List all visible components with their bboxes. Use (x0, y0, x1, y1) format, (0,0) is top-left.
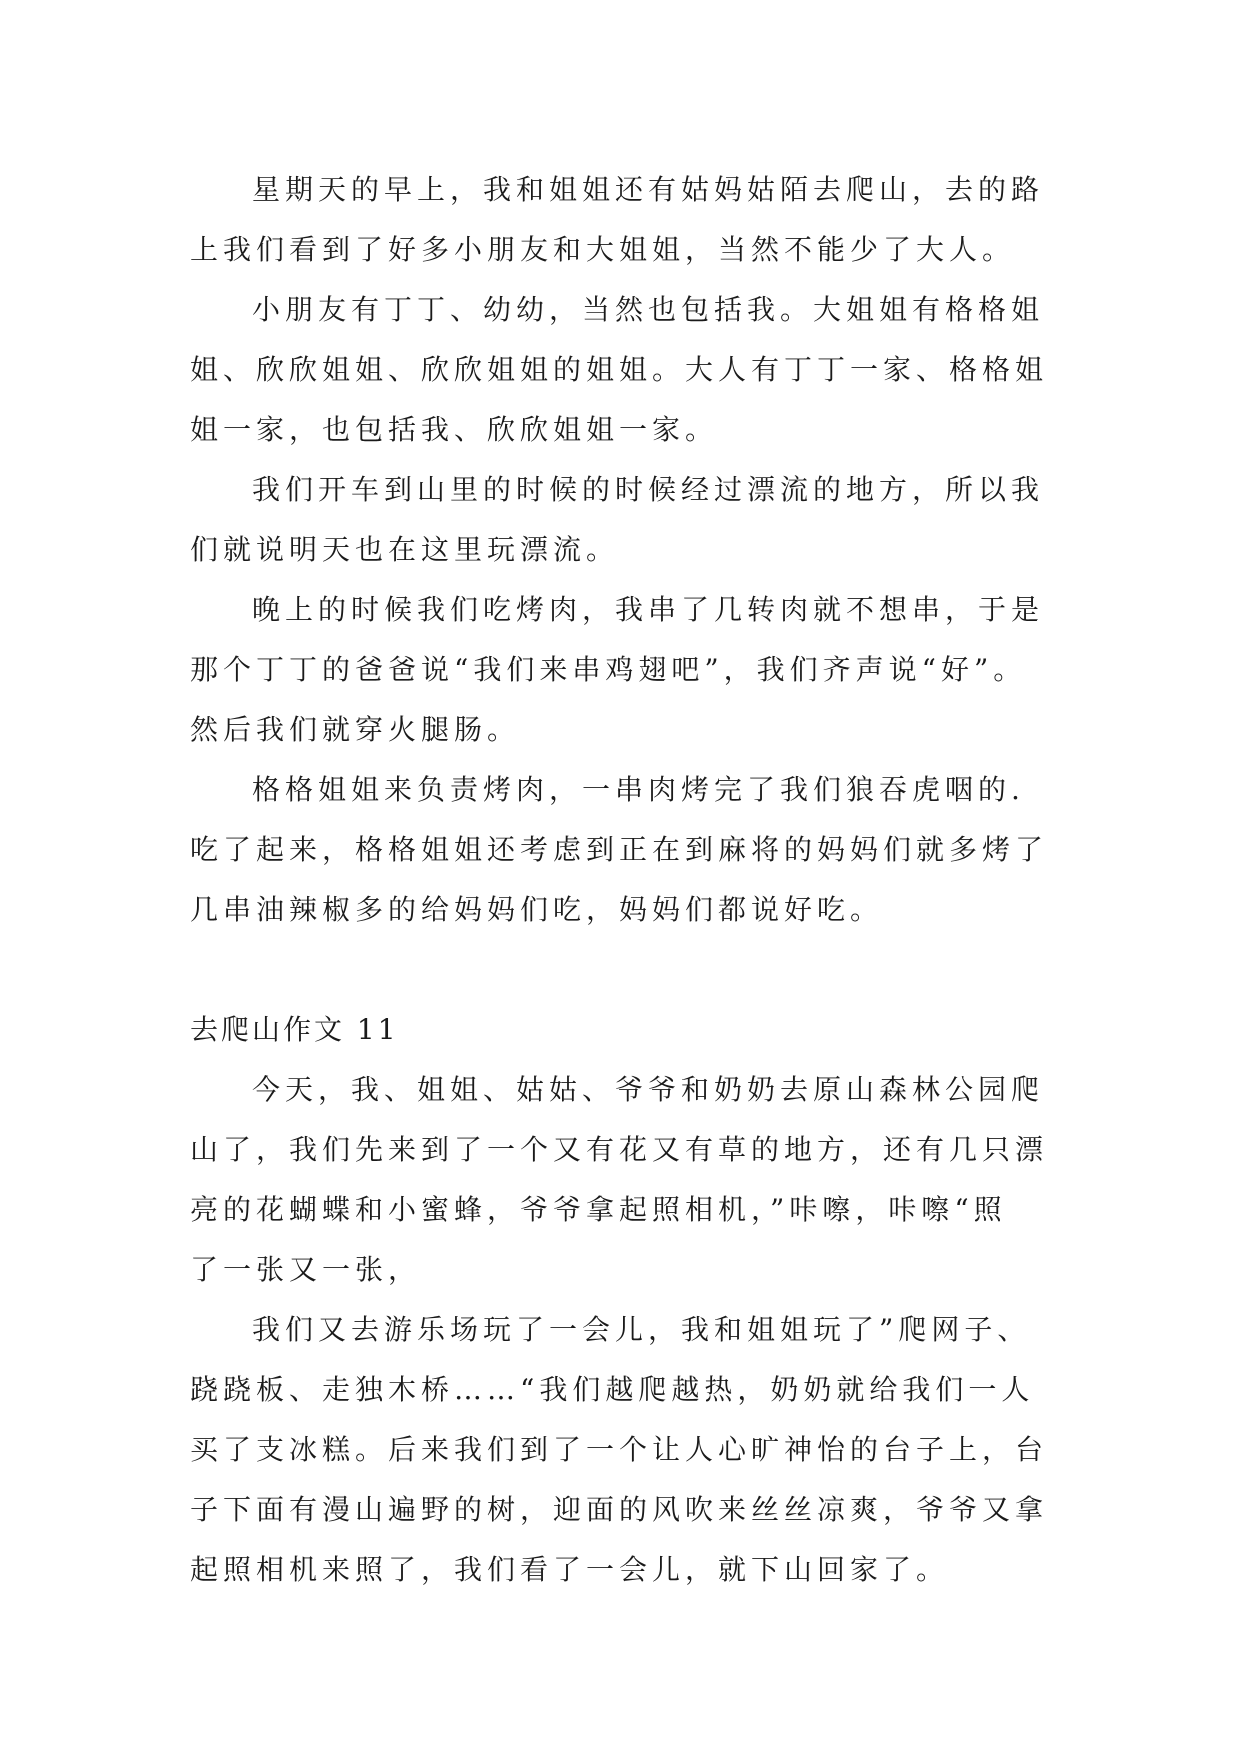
section-title: 去爬山作文 11 (190, 1013, 399, 1046)
paragraph-line: 了一张又一张， (190, 1253, 422, 1286)
paragraph-line: 我们又去游乐场玩了一会儿，我和姐姐玩了”爬网子、 (252, 1313, 1031, 1346)
paragraph-4 (190, 580, 1060, 760)
paragraph-line: 山了，我们先来到了一个又有花又有草的地方，还有几只漂 (190, 1133, 1049, 1166)
paragraph-line: 上我们看到了好多小朋友和大姐姐，当然不能少了大人。 (190, 233, 1016, 266)
paragraph-line: 跷跷板、走独木桥……“我们越爬越热，奶奶就给我们一人 (190, 1373, 1035, 1406)
paragraph-line: 姐一家，也包括我、欣欣姐姐一家。 (190, 413, 719, 446)
paragraph-1 (190, 160, 1060, 280)
paragraph-line: 吃了起来，格格姐姐还考虑到正在到麻将的妈妈们就多烤了 (190, 833, 1049, 866)
paragraph-line: 星期天的早上，我和姐姐还有姑妈姑陌去爬山，去的路 (252, 173, 1045, 206)
paragraph-line: 小朋友有丁丁、幼幼，当然也包括我。大姐姐有格格姐 (252, 293, 1045, 326)
paragraph-line: 几串油辣椒多的给妈妈们吃，妈妈们都说好吃。 (190, 893, 884, 926)
paragraph-line: 那个丁丁的爸爸说“我们来串鸡翅吧”，我们齐声说“好”。 (190, 653, 1027, 686)
paragraph-line: 亮的花蝴蝶和小蜜蜂，爷爷拿起照相机，”咔嚓，咔嚓“照 (190, 1193, 1007, 1226)
paragraph-line: 起照相机来照了，我们看了一会儿，就下山回家了。 (190, 1553, 950, 1586)
paragraph-5 (190, 760, 1060, 940)
paragraph-6 (190, 1060, 1060, 1300)
paragraph-line: 姐、欣欣姐姐、欣欣姐姐的姐姐。大人有丁丁一家、格格姐 (190, 353, 1049, 386)
paragraph-line: 们就说明天也在这里玩漂流。 (190, 533, 620, 566)
paragraph-2 (190, 280, 1060, 460)
paragraph-line: 我们开车到山里的时候的时候经过漂流的地方，所以我 (252, 473, 1045, 506)
paragraph-line: 晚上的时候我们吃烤肉，我串了几转肉就不想串，于是 (252, 593, 1045, 626)
paragraph-line: 子下面有漫山遍野的树，迎面的风吹来丝丝凉爽，爷爷又拿 (190, 1493, 1049, 1526)
paragraph-line: 然后我们就穿火腿肠。 (190, 713, 521, 746)
paragraph-line: 格格姐姐来负责烤肉，一串肉烤完了我们狼吞虎咽的. (252, 773, 1025, 806)
paragraph-line: 今天，我、姐姐、姑姑、爷爷和奶奶去原山森林公园爬 (252, 1073, 1045, 1106)
paragraph-3 (190, 460, 1060, 580)
paragraph-line: 买了支冰糕。后来我们到了一个让人心旷神怡的台子上，台 (190, 1433, 1049, 1466)
paragraph-7 (190, 1300, 1060, 1600)
document-body (190, 160, 1060, 1600)
